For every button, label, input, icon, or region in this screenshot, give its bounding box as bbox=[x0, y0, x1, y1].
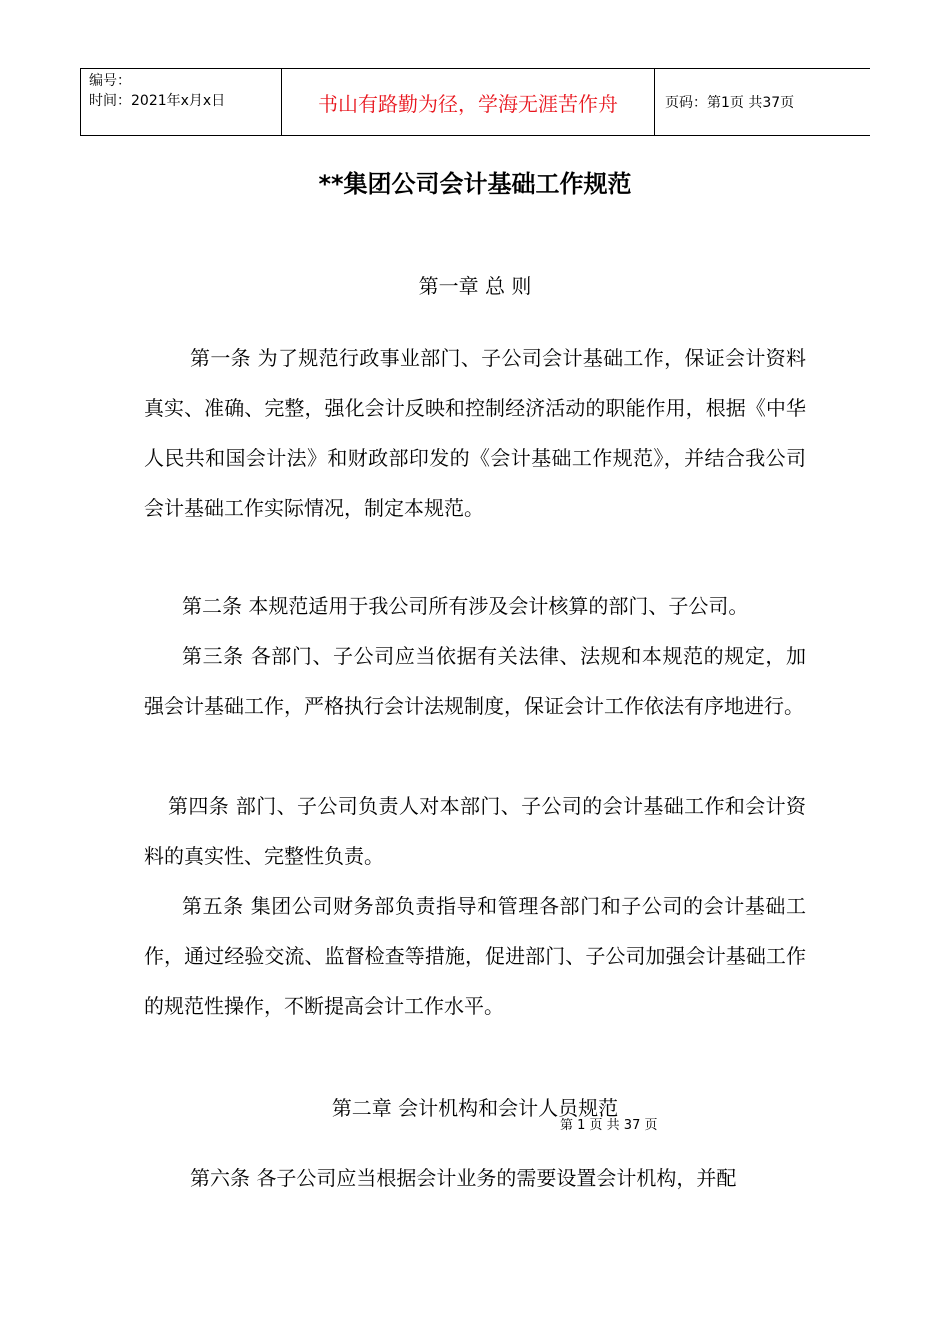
article-6: 第六条 各子公司应当根据会计业务的需要设置会计机构，并配 bbox=[190, 1166, 737, 1190]
page-number-footer: 第 1 页 共 37 页 bbox=[560, 1118, 658, 1133]
header-motto: 书山有路勤为径，学海无涯苦作舟 bbox=[282, 69, 655, 135]
header-page-info: 页码：第1页 共37页 bbox=[665, 95, 795, 111]
chapter-1-heading: 第一章 总 则 bbox=[418, 274, 532, 298]
chapter-2-heading: 第二章 会计机构和会计人员规范 bbox=[331, 1096, 619, 1120]
article-3: 第三条 各部门、子公司应当依据有关法律、法规和本规范的规定，加强会计基础工作，严格执行会计法规制度，保证会计工作依法有序地进行。 bbox=[144, 644, 806, 718]
document-number-label: 编号： bbox=[89, 73, 131, 89]
document-title: **集团公司会计基础工作规范 bbox=[318, 170, 632, 198]
header-info-cell bbox=[81, 69, 282, 135]
article-4: 第四条 部门、子公司负责人对本部门、子公司的会计基础工作和会计资料的真实性、完整性负责。 bbox=[144, 794, 806, 868]
article-5: 第五条 集团公司财务部负责指导和管理各部门和子公司的会计基础工作，通过经验交流、监督检查等措施，促进部门、子公司加强会计基础工作的规范性操作，不断提高会计工作水平。 bbox=[144, 894, 806, 1018]
article-2: 第二条 本规范适用于我公司所有涉及会计核算的部门、子公司。 bbox=[182, 594, 749, 618]
header-table bbox=[80, 68, 870, 136]
document-time-label: 时间：2021年x月x日 bbox=[89, 93, 226, 109]
article-1: 第一条 为了规范行政事业部门、子公司会计基础工作，保证会计资料真实、准确、完整，强化会计反映和控制经济活动的职能作用，根据《中华人民共和国会计法》和财政部印发的《会计基础工作规范》，并结合我公司会计基础工作实际情况，制定本规范。 bbox=[144, 346, 806, 520]
